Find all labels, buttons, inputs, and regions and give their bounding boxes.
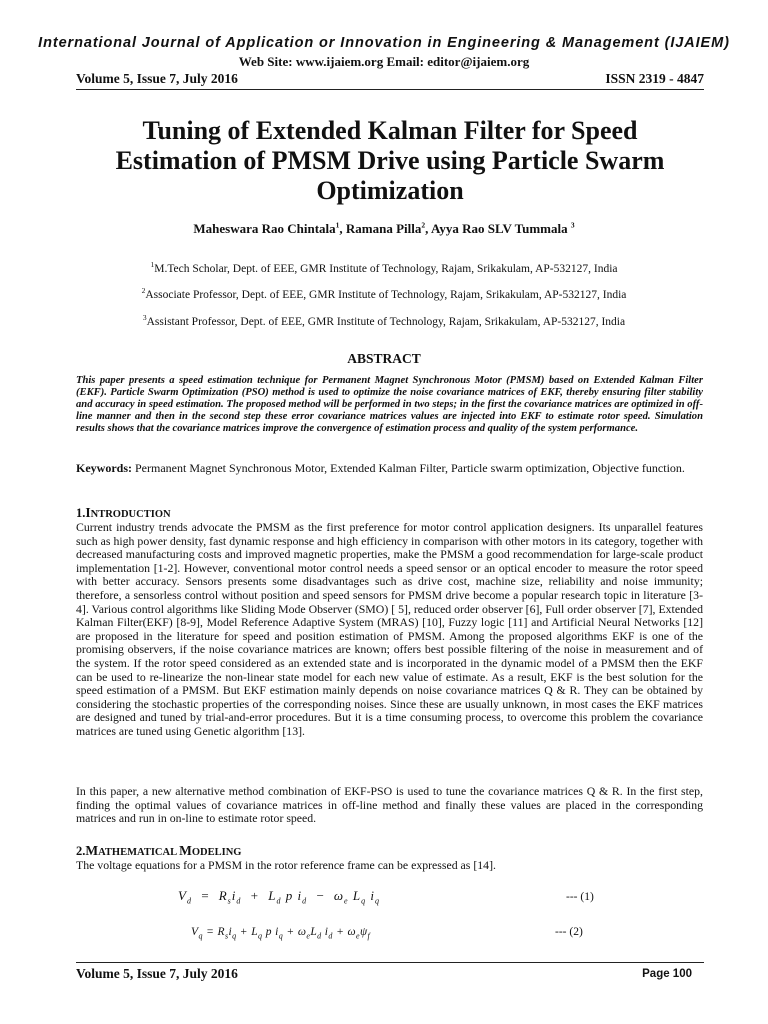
equation-number: --- (2) — [555, 926, 583, 938]
abstract-text: This paper presents a speed estimation technique for Permanent Magnet Synchronous Motor (PMSM) based on Extended Kalman Filter (EKF). Particle Swarm Optimization (PSO) method is used to optimize the noise covariance matrices of EKF, thereby ensuring filter stability and accuracy in speed estimation. The proposed method will be performed in two steps; in the first the covariance matrices are optimized in off-line manner and then in the second step these error covariance matrices values are injected into EKF to estimate rotor speed. Simulation results shows that the covariance matrices improve the convergence of estimation process and quality of the system performance. — [76, 375, 703, 434]
author-name: Ramana Pilla — [345, 221, 422, 236]
header-rule — [76, 89, 704, 90]
author-name: Maheswara Rao Chintala — [193, 221, 336, 236]
footer-page-number: Page 100 — [642, 968, 692, 980]
author-separator: , — [339, 221, 346, 236]
equation-vq: $V_q = R_si_q + L_q$ p $i_q + \omega_eL_d$ $i_d + \omega_e\psi_f$ — [191, 926, 371, 941]
journal-website: Web Site: www.ijaiem.org Email: editor@ijaiem.org — [238, 54, 530, 69]
affiliation — [0, 286, 768, 301]
affiliation-text: Assistant Professor, Dept. of EEE, GMR Institute of Technology, Rajam, Srikakulam, AP-532127, India — [146, 316, 626, 328]
author-sup: 3 — [570, 220, 575, 230]
header-issn: ISSN 2319 - 4847 — [605, 71, 704, 86]
footer-volume: Volume 5, Issue 7, July 2016 — [76, 966, 238, 981]
affiliation — [0, 260, 768, 275]
section-initial: M — [179, 843, 192, 858]
keywords — [76, 461, 703, 476]
footer-rule — [76, 962, 704, 963]
section-initial: I — [85, 505, 91, 520]
equation-vd: $V_d = R_si_d + L_d$ p $i_d - \omega_e$ $L_q$ $i_q$ — [178, 888, 380, 906]
author-name: Ayya Rao SLV Tummala — [430, 221, 571, 236]
affiliation-text: M.Tech Scholar, Dept. of EEE, GMR Institute of Technology, Rajam, Srikakulam, AP-532127, India — [154, 263, 618, 275]
affiliation-text: Associate Professor, Dept. of EEE, GMR Institute of Technology, Rajam, Srikakulam, AP-532127, India — [145, 289, 627, 301]
author-sup: 1 — [335, 220, 340, 230]
equation-number: --- (1) — [566, 891, 594, 903]
introduction-paragraph-1: Current industry trends advocate the PMSM as the first preference for motor control application designers. Its unparallel features such as high power density, fast dynamic response and high efficiency in comparison with other motors in its category, together with decreased manufacturing costs and improved magnetic properties, make the PMSM a good recommendation for large-scale product implementation [1-2]. However, conventional motor control needs a speed sensor or an optical encoder to measure the rotor speed with better accuracy. Sensors presents some disadvantages such as drive cost, machine size, reliability and noise immunity; therefore, a sensorless control without position and speed sensors for PMSM drive become a popular research topic in literature [3-4]. Various control algorithms like Sliding Mode Observer (SMO) [ 5], reduced order observer [6], Full order observer [7], Extended Kalman Filter(EKF) [8-9], Model Reference Adaptive System (MRAS) [10], Fuzzy logic [11] and Artificial Neural Networks [12] are proposed in the literature for speed and position estimation of PMSM. Among the proposed algorithms EKF is one of the promising observers, if the noise covariance matrices are known; offers best possible filtering of the noise in measurement and of the system. If the rotor speed considered as an extended state and is incorporated in the dynamic model of a PMSM then the EKF can be used to re-linearize the non-linear state model for each new value of estimate. As a result, EKF is the best solution for the speed estimation of a PMSM. But EKF estimation mainly depends on noise covariance matrices Q & R. They can be obtained by considering the stochastic properties of the corresponding noises. Since these are usually unknown, in most cases the EKF matrices are designed and tuned by trial-and-error procedures. But it is a time consuming process, to overcome this problem the covariance matrices are tuned using Genetic algorithm [13]. — [76, 520, 703, 738]
abstract-heading: ABSTRACT — [347, 351, 421, 366]
introduction-paragraph-2: In this paper, a new alternative method combination of EKF-PSO is used to tune the covariance matrices Q & R. In the first step, finding the optimal values of covariance matrices in off-line method and finally these values are placed in the corresponding matrices and run in on-line to estimate rotor speed. — [76, 784, 703, 826]
paper-title: Tuning of Extended Kalman Filter for Speed Estimation of PMSM Drive using Particle Swarm Optimization — [115, 116, 665, 205]
keywords-label: Keywords: — [76, 461, 132, 475]
affiliation-sup: 2 — [141, 286, 146, 296]
affiliation-sup: 3 — [142, 313, 147, 323]
journal-name: International Journal of Application or Innovation in Engineering & Management (IJAIEM) — [38, 35, 730, 51]
keywords-text: Permanent Magnet Synchronous Motor, Extended Kalman Filter, Particle swarm optimization, Objective function. — [132, 461, 685, 475]
affiliation-sup: 1 — [150, 260, 155, 270]
section-number: 1. — [76, 506, 86, 520]
header-volume: Volume 5, Issue 7, July 2016 — [76, 71, 238, 86]
section-heading-mathematical-modeling — [76, 843, 241, 859]
section-heading-introduction — [76, 505, 171, 521]
section-rest: NTRODUCTION — [90, 509, 171, 520]
section-rest: ODELING — [191, 847, 242, 858]
affiliation — [0, 313, 768, 328]
section-number: 2. — [76, 844, 86, 858]
section-initial: M — [85, 843, 99, 858]
author-list — [0, 221, 768, 237]
section-rest: ATHEMATICAL — [98, 847, 180, 858]
author-separator: , — [425, 221, 431, 236]
author-sup: 2 — [421, 220, 426, 230]
modeling-paragraph: The voltage equations for a PMSM in the rotor reference frame can be expressed as [14]. — [76, 858, 496, 872]
